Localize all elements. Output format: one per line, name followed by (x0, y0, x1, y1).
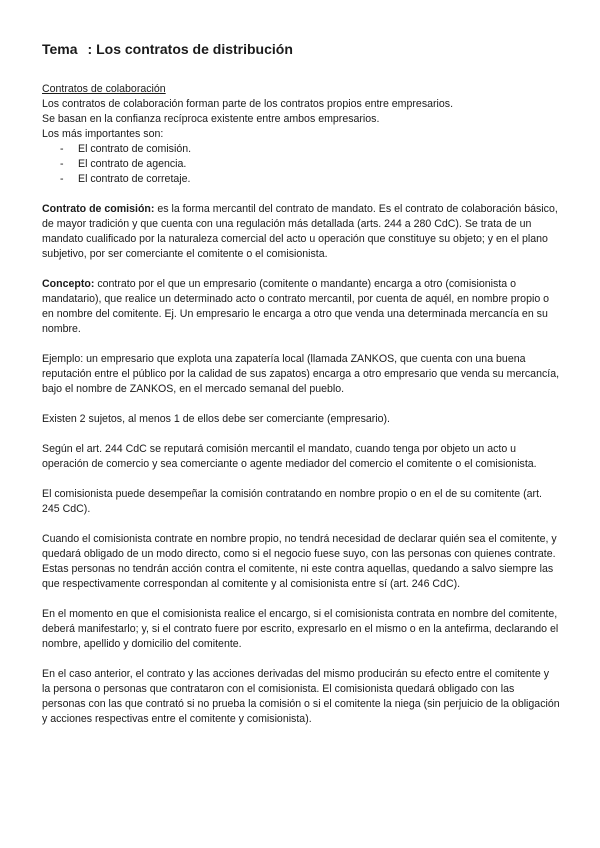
paragraph-art-244: Según el art. 244 CdC se reputará comisión mercantil el mandato, cuando tenga por objeto un acto u operación de comercio y sea comerciante o agente mediador del comercio el comitente o el comisionista. (42, 443, 537, 470)
title-text: : Los contratos de distribución (87, 41, 293, 57)
contract-types-list (42, 142, 560, 187)
paragraph-sujetos: Existen 2 sujetos, al menos 1 de ellos debe ser comerciante (empresario). (42, 413, 390, 425)
section-subheading: Contratos de colaboración (42, 83, 166, 95)
list-item: - El contrato de comisión. (60, 142, 560, 157)
paragraph-encargo: En el momento en que el comisionista realice el encargo, si el comisionista contrata en nombre del comitente, deberá manifestarlo; y, si el contrato fuere por escrito, expresarlo en el mismo o en la antefirma, declarando el nombre, apellido y domicilio del comitente. (42, 608, 559, 650)
paragraph-text: es la forma mercantil del contrato de mandato. Es el contrato de colaboración básico, de mayor tradición y que cuenta con una regulación más detallada (arts. 244 a 280 CdC). Se trata de un mandato cualificado por la naturaleza comercial del acto u operación que constituye su objeto; y en el plano subjetivo, por ser comerciante el comitente o el comisionista. (42, 203, 558, 260)
paragraph-contrato-comision (42, 202, 560, 262)
list-item: - El contrato de agencia. (60, 157, 560, 172)
term-heading: Contrato de comisión: (42, 203, 155, 215)
list-item: - El contrato de corretaje. (60, 172, 560, 187)
term-heading: Concepto: (42, 278, 95, 290)
intro-line: Los más importantes son: (42, 128, 164, 140)
page-title (42, 40, 560, 58)
intro-line: Se basan en la confianza recíproca existente entre ambos empresarios. (42, 113, 380, 125)
paragraph-ejemplo: Ejemplo: un empresario que explota una zapatería local (llamada ZANKOS, que cuenta con una buena reputación entre el público por la calidad de sus zapatos) encarga a otro empresario que venda su mercancía, bajo el nombre de ZANKOS, en el mercado semanal del pueblo. (42, 353, 560, 395)
paragraph-art-245: El comisionista puede desempeñar la comisión contratando en nombre propio o en el de su comitente (art. 245 CdC). (42, 488, 542, 515)
paragraph-text: contrato por el que un empresario (comitente o mandante) encarga a otro (comisionista o mandatario), que realice un determinado acto o contrato mercantil, por cuenta de aquél, en nombre propio o en nombre del comitente. Ej. Un empresario le encarga a otro que venda una determinada mercancía en su nombre. (42, 278, 550, 335)
intro-line: Los contratos de colaboración forman parte de los contratos propios entre empresarios. (42, 98, 454, 110)
paragraph-concepto (42, 277, 560, 337)
paragraph-art-246: Cuando el comisionista contrate en nombre propio, no tendrá necesidad de declarar quién sea el comitente, y quedará obligado de un modo directo, como si el negocio fuese suyo, con las personas con quienes contrate. Estas personas no tendrán acción contra el comitente, ni este contra aquellas, quedando a salvo siempre las que respectivamente correspondan al comitente y al comisionista entre sí (art. 246 CdC). (42, 533, 557, 590)
paragraph-caso-anterior: En el caso anterior, el contrato y las acciones derivadas del mismo producirán su efecto entre el comitente y la persona o personas que contrataron con el comisionista. El comisionista quedará obligado con las personas con las que contrató si no prueba la comisión o si el comitente la niega (sin perjuicio de la obligación y acciones respectivas entre el comitente y comisionista). (42, 668, 560, 725)
intro-section (42, 82, 560, 187)
title-label: Tema (42, 41, 78, 57)
